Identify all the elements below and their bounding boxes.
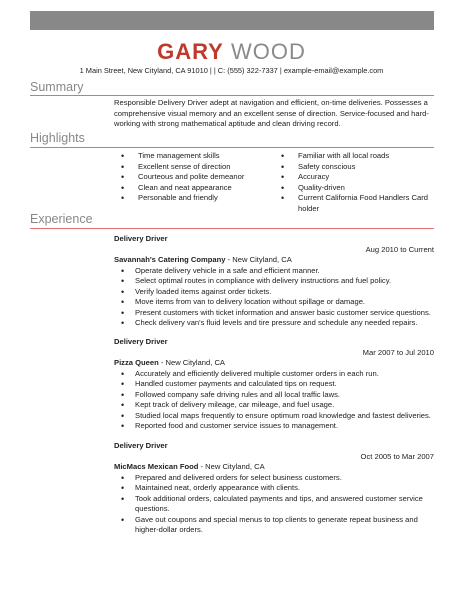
- job-title: Delivery Driver: [114, 234, 168, 243]
- highlight-item: • Courteous and polite demeanor: [121, 172, 271, 183]
- highlight-item: • Quality-driven: [281, 183, 431, 194]
- duty-item: • Move items from van to delivery location without spillage or damage.: [114, 297, 434, 308]
- highlight-item: • Accuracy: [281, 172, 431, 183]
- first-name: GARY: [157, 39, 224, 64]
- highlights-divider: [30, 147, 434, 148]
- duty-item: • Operate delivery vehicle in a safe and efficient manner.: [114, 266, 434, 277]
- highlight-item: • Time management skills: [121, 151, 271, 162]
- contact-line: 1 Main Street, New Cityland, CA 91010 | | C: (555) 322-7337 | example-email@example.com: [79, 66, 384, 75]
- duty-item: • Accurately and efficiently delivered multiple customer orders in each run.: [114, 369, 434, 380]
- job-entry: [114, 441, 434, 536]
- header-bar: [30, 11, 434, 30]
- highlight-item: • Familiar with all local roads: [281, 151, 431, 162]
- candidate-name: [0, 40, 463, 64]
- company-name: Pizza Queen: [114, 358, 159, 367]
- company-location: - New Cityland, CA: [198, 462, 265, 471]
- experience-divider: [30, 228, 434, 229]
- duty-item: • Reported food and customer service issues to management.: [114, 421, 434, 432]
- highlights-left-list: [121, 151, 271, 204]
- job-title: Delivery Driver: [114, 337, 168, 346]
- duty-item: • Prepared and delivered orders for select business customers.: [114, 473, 434, 484]
- duty-item: • Maintained neat, orderly appearance with clients.: [114, 483, 434, 494]
- job-dates: Oct 2005 to Mar 2007: [360, 451, 434, 461]
- summary-text: Responsible Delivery Driver adept at navigation and efficient, on-time deliveries. Possesses a comprehensive visual memory and an excellent sense of direction. Service-focused and hard-working with strong mathematical aptitude and clean driving record.: [114, 98, 429, 128]
- duty-item: • Gave out coupons and special menus to top clients to generate repeat business and higher-dollar orders.: [114, 515, 434, 536]
- duties-list: [114, 266, 434, 329]
- experience-heading: Experience: [30, 212, 93, 226]
- duty-item: • Verify loaded items against order tickets.: [114, 287, 434, 298]
- duty-item: • Handled customer payments and calculated tips on request.: [114, 379, 434, 390]
- duty-item: • Present customers with ticket information and answer basic customer service questions.: [114, 308, 434, 319]
- duties-list: [114, 369, 434, 432]
- duty-item: • Took additional orders, calculated payments and tips, and answered customer service questions.: [114, 494, 434, 515]
- job-entry: [114, 337, 434, 432]
- job-dates: Aug 2010 to Current: [365, 244, 434, 254]
- company-line: [114, 255, 434, 266]
- duty-item: • Kept track of delivery mileage, car mileage, and fuel usage.: [114, 400, 434, 411]
- highlight-item: • Excellent sense of direction: [121, 162, 271, 173]
- highlights-heading: Highlights: [30, 131, 85, 145]
- company-name: MicMacs Mexican Food: [114, 462, 199, 471]
- duty-item: • Select optimal routes in compliance with delivery instructions and fuel policy.: [114, 276, 434, 287]
- summary-heading: Summary: [30, 80, 84, 94]
- highlight-item: • Clean and neat appearance: [121, 183, 271, 194]
- company-line: [114, 358, 434, 369]
- company-name: Savannah's Catering Company: [114, 255, 226, 264]
- highlights-right-list: [281, 151, 431, 214]
- duties-list: [114, 473, 434, 536]
- highlight-item: • Personable and friendly: [121, 193, 271, 204]
- duty-item: • Check delivery van's fluid levels and tire pressure and schedule any needed repairs.: [114, 318, 434, 329]
- last-name: WOOD: [230, 39, 306, 64]
- duty-item: • Followed company safe driving rules and all local traffic laws.: [114, 390, 434, 401]
- company-line: [114, 462, 434, 473]
- summary-divider: [30, 95, 434, 96]
- company-location: - New Cityland, CA: [225, 255, 292, 264]
- job-dates: Mar 2007 to Jul 2010: [362, 347, 434, 357]
- duty-item: • Studied local maps frequently to ensure optimum road knowledge and fastest deliveries.: [114, 411, 434, 422]
- company-location: - New Cityland, CA: [158, 358, 225, 367]
- job-title: Delivery Driver: [114, 441, 168, 450]
- highlight-item: • Current California Food Handlers Card holder: [281, 193, 431, 214]
- job-entry: [114, 234, 434, 329]
- highlight-item: • Safety conscious: [281, 162, 431, 173]
